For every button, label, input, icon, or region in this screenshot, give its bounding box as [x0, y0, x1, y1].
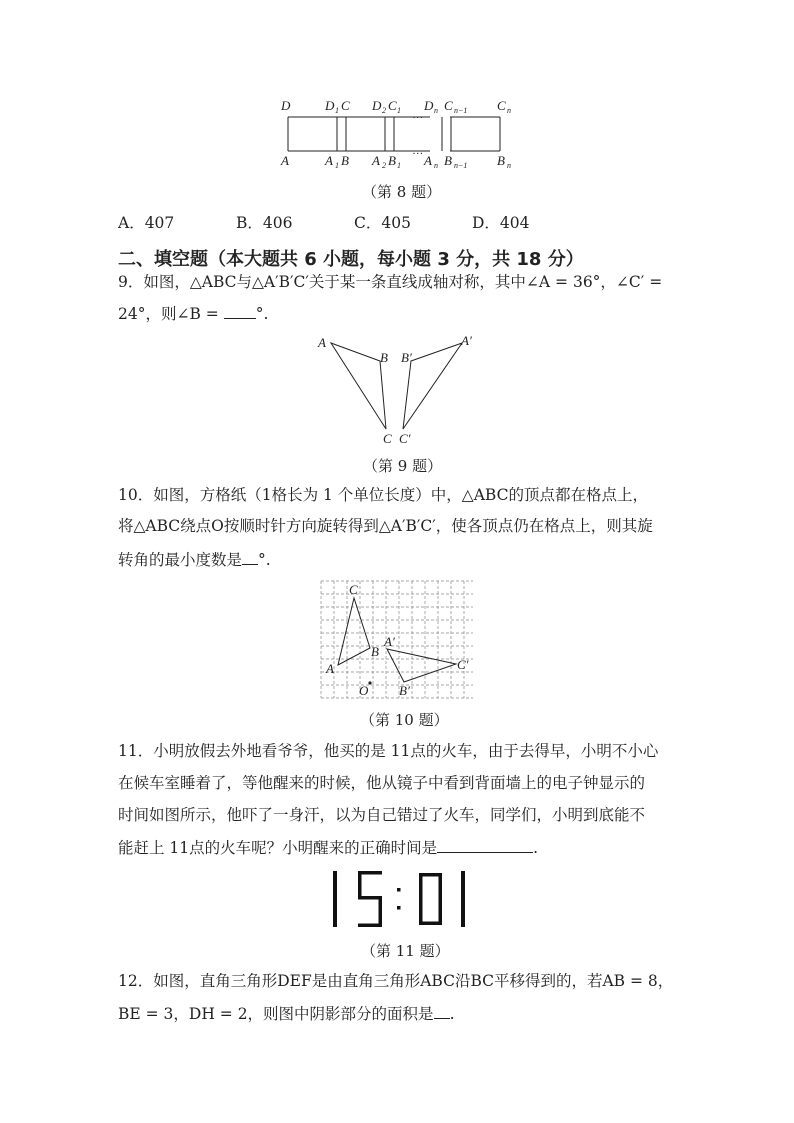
section-heading: 二、填空题（本大题共 6 小题，每小题 3 分，共 18 分）	[118, 249, 584, 270]
q8-label: n−1	[454, 161, 468, 170]
q10-line3-text: 转角的最小度数是	[118, 551, 243, 569]
q8-label: C	[388, 98, 397, 113]
q11-answer-blank[interactable]	[437, 838, 533, 853]
q8-label: C	[444, 98, 453, 113]
q8-label: C	[341, 98, 350, 113]
q9-caption: （第 9 题）	[363, 457, 443, 475]
q9-label-c-prime: C′	[399, 431, 411, 446]
q8-label: 1	[335, 161, 339, 170]
q12-line1: 12．如图，直角三角形DEF是由直角三角形ABC沿BC平移得到的，若AB = 8，	[118, 972, 674, 990]
q8-label: n	[507, 106, 511, 115]
q8-caption: （第 8 题）	[362, 183, 442, 201]
q8-label: …	[413, 145, 423, 157]
q11-caption: （第 11 题）	[361, 942, 450, 960]
q9-line2-end: °.	[255, 305, 269, 323]
q8-label: B	[444, 153, 452, 168]
q8-label: D	[325, 98, 335, 113]
q10-line2: 将△ABC绕点O按顺时针方向旋转得到△A′B′C′，使各顶点仍在格点上，则其旋	[118, 517, 653, 535]
q8-figure	[270, 92, 530, 174]
q9-line2-text: 24°，则∠B =	[118, 305, 224, 323]
q8-label: 2	[382, 106, 386, 115]
q8-label: n−1	[454, 106, 468, 115]
q8-label: …	[413, 109, 423, 121]
q8-label: A	[372, 153, 380, 168]
q9-label-c: C	[383, 431, 392, 446]
q8-label: n	[434, 106, 438, 115]
q9-answer-blank[interactable]	[224, 304, 256, 319]
q10-figure	[318, 578, 478, 702]
q8-label: B	[341, 153, 349, 168]
q10-answer-blank[interactable]	[242, 550, 258, 565]
q8-option-a: A．407	[118, 214, 175, 232]
q8-label: 2	[382, 161, 386, 170]
q8-label: n	[434, 161, 438, 170]
q10-label-a: A	[326, 661, 334, 676]
q11-line4	[118, 838, 538, 858]
q10-label-a-prime: A′	[384, 634, 395, 649]
q11-line4-text: 能赶上 11点的火车呢？小明醒来的正确时间是	[118, 839, 438, 857]
q10-line3-end: °.	[258, 551, 271, 569]
q10-label-c: C	[349, 582, 358, 597]
q9-label-b-prime: B′	[401, 350, 412, 365]
q12-line2	[118, 1004, 455, 1024]
q8-label: C	[497, 98, 506, 113]
q8-label: B	[497, 153, 505, 168]
q8-option-d: D．404	[472, 214, 530, 232]
q8-label: n	[507, 161, 511, 170]
q8-label: D	[424, 98, 434, 113]
q8-option-c: C．405	[354, 214, 411, 232]
q12-answer-blank[interactable]	[434, 1004, 450, 1019]
q11-clock-display	[320, 866, 480, 934]
q10-label-b-prime: B′	[399, 683, 410, 698]
q9-label-a: A	[318, 335, 326, 350]
q8-label: 1	[335, 106, 339, 115]
q8-label: A	[325, 153, 333, 168]
q10-label-c-prime: C′	[457, 657, 469, 672]
q9-figure	[312, 330, 492, 448]
q10-line3	[118, 550, 271, 570]
q11-line4-end: .	[533, 839, 539, 857]
q8-option-b: B．406	[236, 214, 293, 232]
q8-label: A	[424, 153, 432, 168]
q12-line2-text: BE = 3，DH = 2，则图中阴影部分的面积是	[118, 1005, 434, 1023]
q8-label: 1	[397, 106, 401, 115]
q10-line1: 10．如图，方格纸（1格长为 1 个单位长度）中，△ABC的顶点都在格点上，	[118, 486, 648, 504]
q8-label: D	[372, 98, 382, 113]
q11-line3: 时间如图所示，他吓了一身汗，以为自己错过了火车，同学们，小明到底能不	[118, 806, 646, 824]
q8-label: 1	[397, 161, 401, 170]
q12-line2-end: .	[449, 1005, 455, 1023]
q10-caption: （第 10 题）	[360, 711, 449, 729]
q11-line2: 在候车室睡着了，等他醒来的时候，他从镜子中看到背面墙上的电子钟显示的	[118, 774, 646, 792]
q8-label: B	[388, 153, 396, 168]
q8-label: A	[281, 153, 289, 168]
q9-label-b: B	[380, 350, 388, 365]
q9-line2	[118, 304, 268, 324]
q11-line1: 11．小明放假去外地看爷爷，他买的是 11点的火车，由于去得早，小明不小心	[118, 742, 659, 760]
q9-label-a-prime: A′	[461, 333, 472, 348]
q8-label: D	[281, 98, 291, 113]
q10-label-b: B	[371, 644, 379, 659]
q9-line1: 9．如图，△ABC与△A′B′C′关于某一条直线成轴对称，其中∠A = 36°，∠C′ =	[118, 273, 663, 291]
q10-label-o: O	[359, 683, 369, 698]
